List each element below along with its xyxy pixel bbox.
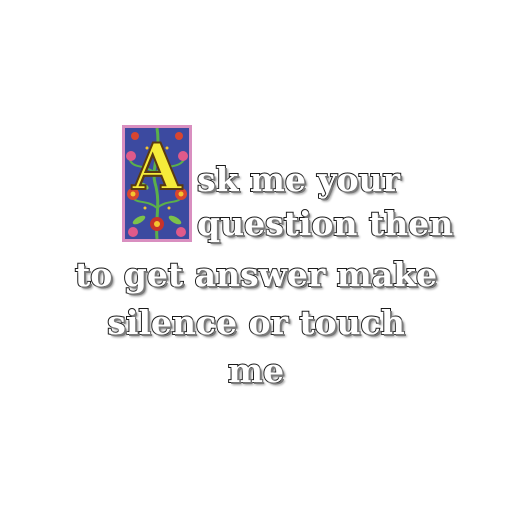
message-line-1: sk me your [197, 160, 400, 199]
initial-letter: A [132, 130, 182, 205]
message-line-3: to get answer make [75, 255, 437, 294]
message-line-4: silence or touch [107, 303, 405, 342]
message-line-2: question then [197, 204, 454, 243]
illuminated-initial [122, 125, 192, 242]
message-line-5: me [228, 351, 284, 390]
